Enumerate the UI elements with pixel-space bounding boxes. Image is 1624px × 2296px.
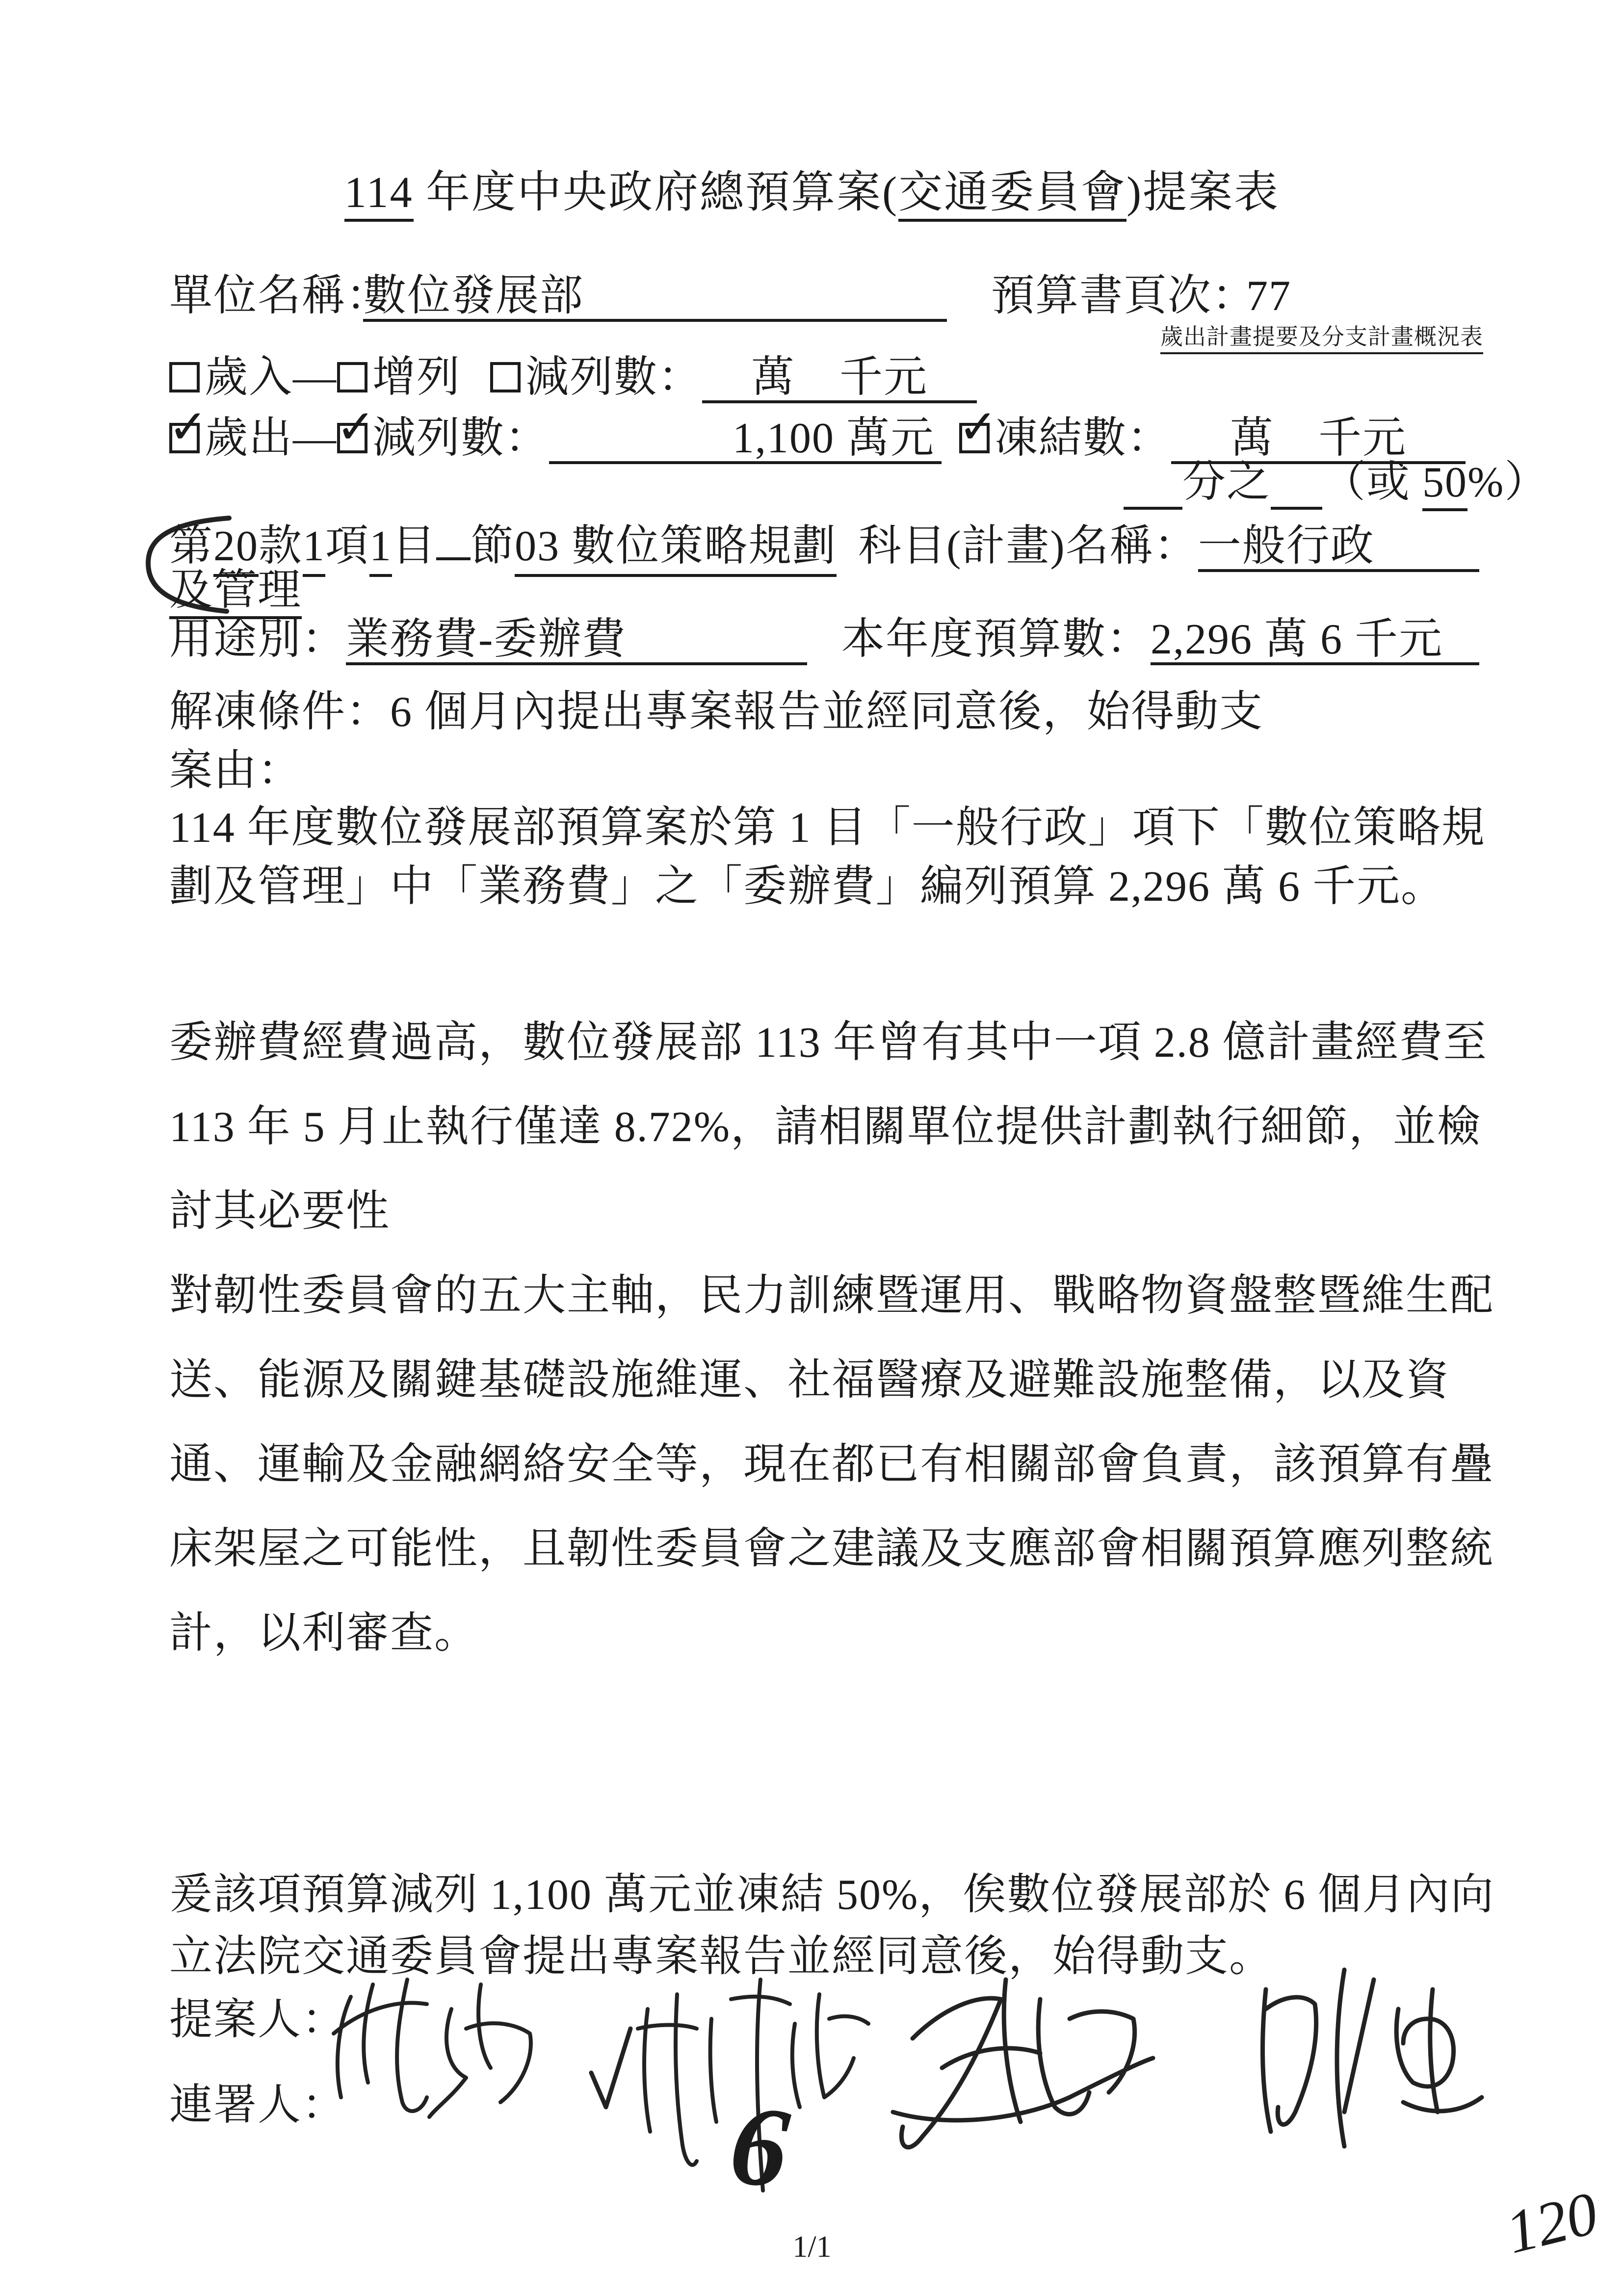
budget-page-label: 預算書頁次：	[991, 272, 1257, 320]
fraction-or-label: （或	[1322, 459, 1423, 506]
subject-name-value-cont: 及管理	[169, 567, 302, 619]
usage-field	[346, 614, 807, 665]
case-line: 114 年度數位發展部預算案於第 1 目「一般行政」項下「數位策略規	[169, 804, 1486, 852]
paragraph-line: 送、能源及關鍵基礎設施維運、社福醫療及避難設施整備，以及資	[169, 1357, 1450, 1404]
checkbox-freeze-checked	[958, 399, 999, 455]
dash-connector: —	[293, 354, 338, 402]
check-mark-icon: ✓	[336, 399, 377, 455]
case-body	[169, 799, 1489, 916]
add-label: 增列	[372, 354, 461, 402]
cut-label: 減列數：	[372, 415, 550, 463]
paragraph-line: 113 年 5 月止執行僅達 8.72%，請相關單位提供計劃執行細節，並檢	[169, 1103, 1482, 1151]
checkbox-cut-checked	[336, 399, 377, 455]
budget-amount-field	[1151, 614, 1479, 665]
paragraph-line: 委辦費經費過高，數位發展部 113 年曾有其中一項 2.8 億計畫經費至	[169, 1019, 1488, 1067]
clause-sec-prefix: 第	[169, 522, 214, 570]
revenue-unit-hint: 萬 千元	[751, 354, 928, 401]
clause-program-value: 03 數位策略規劃	[515, 521, 837, 577]
title-committee: 交通委員會	[898, 168, 1126, 222]
proposer-label: 提案人：	[169, 1996, 346, 2044]
title-year: 114	[344, 168, 414, 222]
usage-label: 用途別：	[169, 616, 346, 663]
unit-name-field	[363, 271, 947, 322]
cut-amount-field	[549, 413, 942, 464]
page-number: 1/1	[792, 2230, 832, 2264]
cut-label: 減列數：	[525, 354, 703, 402]
unit-name-label: 單位名稱：	[169, 272, 391, 320]
paragraph-execution	[169, 1001, 1489, 1254]
paragraph-line: 對韌性委員會的五大主軸，民力訓練暨運用、戰略物資盤整暨維生配	[169, 1272, 1494, 1320]
usage-value: 業務費-委辦費	[346, 616, 627, 663]
clause-sec-suffix: 款	[259, 522, 303, 570]
cosigner-label: 連署人：	[169, 2082, 346, 2129]
handwritten-page-note: 120	[1499, 2179, 1604, 2267]
fraction-percent-value: 50	[1422, 459, 1467, 511]
check-mark-icon: ✓	[168, 399, 209, 455]
subject-name-value: 一般行政	[1198, 522, 1375, 570]
signatures-group	[304, 1950, 1492, 2215]
clause-sub-number: 1	[369, 521, 392, 577]
paragraph-line: 討其必要性	[169, 1188, 391, 1235]
check-mark-icon: ✓	[958, 399, 999, 455]
subject-name-field	[1198, 521, 1479, 572]
paragraph-line: 立法院交通委員會提出專案報告並經同意後，始得動支。	[169, 1933, 1274, 1981]
title-segment-a: 年度中央政府總預算案(	[413, 168, 899, 217]
case-line: 劃及管理」中「業務費」之「委辦費」編列預算 2,296 萬 6 千元。	[169, 863, 1445, 911]
paragraph-line: 床架屋之可能性，且韌性委員會之建議及支應部會相關預算應列整統	[169, 1525, 1494, 1573]
paragraph-resilience	[169, 1254, 1494, 1676]
paragraph-line: 通、運輸及金融網絡安全等，現在都已有相關部會負責，該預算有疊	[169, 1441, 1494, 1488]
fraction-of-label: 分之	[1182, 459, 1271, 506]
fraction-percent-suffix: %）	[1467, 459, 1549, 506]
clause-node-blank-field	[436, 513, 471, 560]
revenue-row	[169, 352, 977, 403]
revenue-amount-field	[702, 352, 977, 403]
signature-3-handwriting	[893, 1980, 1153, 2147]
title-segment-b: )提案表	[1126, 168, 1280, 217]
signature-4-handwriting	[1262, 1970, 1482, 2146]
cut-amount-value: 1,100 萬元	[733, 415, 935, 462]
case-label: 案由：	[169, 747, 302, 795]
expenditure-row	[168, 399, 1466, 464]
subject-name-label: 科目(計畫)名稱：	[858, 522, 1198, 570]
paragraph-line: 爰該項預算減列 1,100 萬元並凍結 50%，俟數位發展部於 6 個月內向	[169, 1871, 1495, 1919]
subject-name-continued	[169, 565, 302, 616]
unfreeze-condition: 解凍條件：6 個月內提出專案報告並經同意後，始得動支	[169, 688, 1264, 736]
checkbox-expenditure-checked	[168, 399, 209, 455]
clause-sub-suffix: 目	[392, 522, 437, 570]
budget-page-value: 77	[1246, 272, 1291, 320]
clause-sec-number: 20	[213, 521, 259, 577]
freeze-fraction-row	[1124, 457, 1548, 510]
expenditure-label: 歲出	[205, 415, 293, 463]
unit-name-value: 數位發展部	[363, 272, 584, 320]
signature-1-handwriting	[334, 1980, 531, 2117]
revenue-label: 歲入	[205, 354, 293, 402]
usage-row	[169, 614, 1479, 665]
clause-item-suffix: 項	[325, 522, 370, 570]
budget-amount-label: 本年度預算數：	[841, 616, 1151, 663]
paragraph-line: 計，以利審查。	[169, 1610, 479, 1657]
budget-amount-value: 2,296 萬 6 千元	[1151, 616, 1443, 663]
clause-node-label: 節	[471, 522, 515, 570]
annotation-note: 歲出計畫提要及分支計畫概況表	[1160, 319, 1483, 354]
checkbox-revenue-unchecked	[169, 362, 200, 392]
fraction-numerator-field	[1124, 459, 1182, 510]
checkbox-add-unchecked	[337, 362, 367, 392]
freeze-amount-field	[1171, 413, 1466, 464]
handwritten-digit: 6	[724, 2081, 795, 2213]
freeze-label: 凍結數：	[995, 415, 1172, 463]
dash-connector: —	[293, 415, 338, 463]
freeze-unit-hint: 萬 千元	[1230, 415, 1407, 462]
clause-item-number: 1	[303, 521, 325, 577]
page-title	[0, 156, 1624, 220]
checkbox-cut-unchecked	[490, 362, 521, 392]
clause-row	[169, 513, 1479, 577]
fraction-denominator-field	[1271, 459, 1322, 510]
